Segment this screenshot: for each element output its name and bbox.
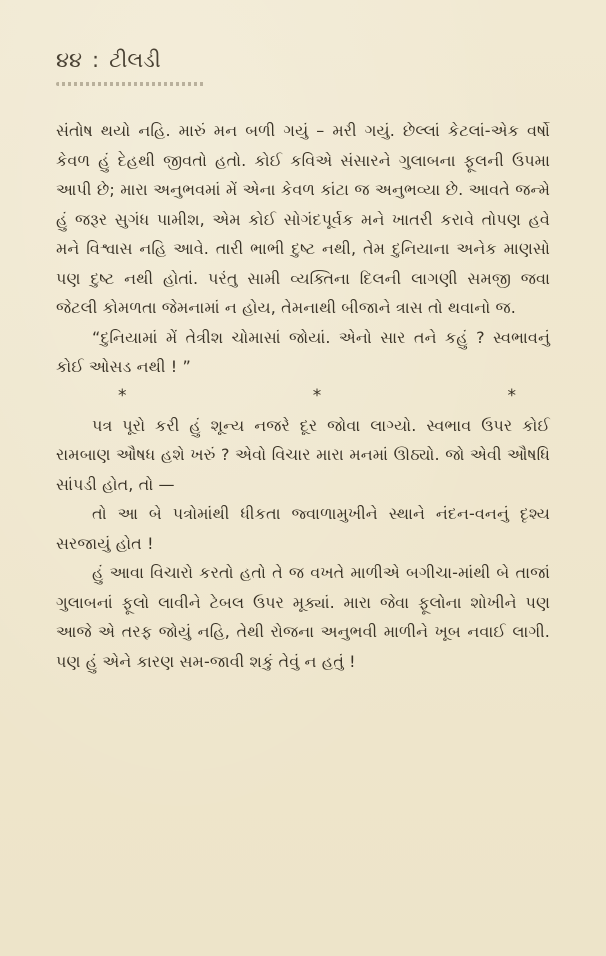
asterisk-mark: *	[507, 385, 516, 406]
running-title: ટીલડી	[109, 48, 161, 72]
paragraph-5: હું આવા વિચારો કરતો હતો તે જ વખતે માળીએ બગીચા-માંથી બે તાજાં ગુલાબનાં ફૂલો લાવીને ટેબલ ઉપર મૂક્યાં. મારા જેવા ફૂલોના શોખીને પણ આજે એ તરફ જોયું નહિ, તેથી રોજના અનુભવી માળીને ખૂબ નવાઈ લાગી. પણ હું એને કારણ સમ-જાવી શકું તેવું ન હતું !	[56, 563, 550, 671]
body-text	[56, 116, 550, 676]
asterisk-mark: *	[312, 385, 322, 406]
decorative-head-rule	[56, 82, 206, 86]
paragraph-4: તો આ બે પત્રોમાંથી ધીકતા જ્વાળામુખીને સ્થાને નંદન-વનનું દૃશ્ય સરજાયું હોત !	[56, 504, 550, 553]
running-head	[56, 48, 550, 76]
asterisk-mark: *	[118, 385, 127, 406]
paragraph-3: પત્ર પૂરો કરી હું શૂન્ય નજરે દૂર જોવા લાગ્યો. સ્વભાવ ઉપર કોઈ રામબાણ ઔષધ હશે ખરું ? એવો વિચાર મારા મનમાં ઊઠ્યો. જો એવી ઔષધિ સાંપડી હોત, તો —	[56, 415, 550, 494]
section-break	[56, 382, 550, 411]
paragraph-2-quote: “દુનિયામાં મેં તેત્રીશ ચોમાસાં જોયાં. એનો સાર તને કહું ? સ્વભાવનું કોઈ ઓસડ નથી ! ”	[56, 327, 550, 376]
page-number: ૪૪	[56, 48, 83, 72]
head-separator: :	[92, 48, 100, 72]
paragraph-1: સંતોષ થયો નહિ. મારું મન બળી ગયું – મરી ગયું. છેલ્લાં કેટલાં-એક વર્ષો કેવળ હું દેહથી જીવતો હતો. કોઈ કવિએ સંસારને ગુલાબના ફૂલની ઉપમા આપી છે; મારા અનુભવમાં મેં એના કેવળ કાંટા જ અનુભવ્યા છે. આવતે જન્મે હું જરૂર સુગંધ પામીશ, એમ કોઈ સોગંદપૂર્વક મને ખાતરી કરાવે તોપણ હવે મને વિશ્વાસ નહિ આવે. તારી ભાભી દુષ્ટ નથી, તેમ દુનિયાના અનેક માણસો પણ દુષ્ટ નથી હોતાં. પરંતુ સામી વ્યક્તિના દિલની લાગણી સમજી જવા જેટલી કોમળતા જેમનામાં ન હોય, તેમનાથી બીજાને ત્રાસ તો થવાનો જ.	[56, 121, 550, 317]
